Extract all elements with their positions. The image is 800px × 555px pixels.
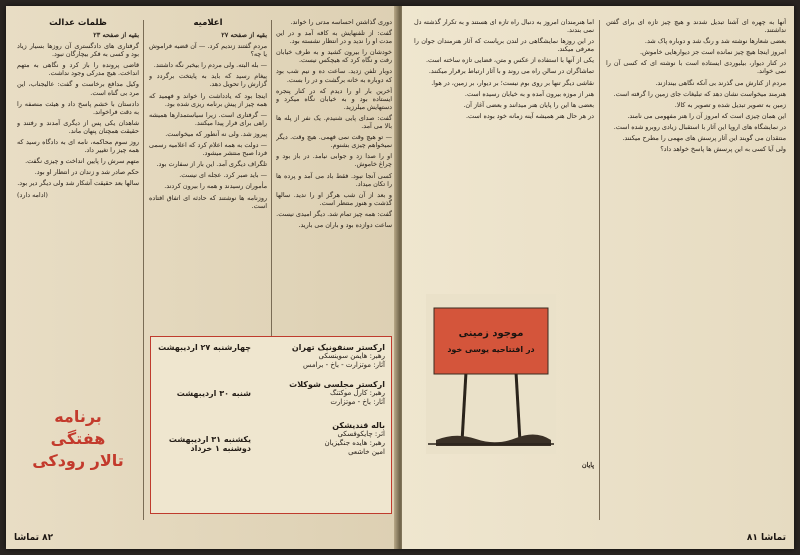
column-divider (271, 20, 272, 336)
paragraph: دادستان با خشم پاسخ داد و هیئت منصفه را به دقت فراخواند. (17, 99, 139, 116)
program-word: برنامه (54, 407, 102, 426)
column-divider (599, 20, 600, 520)
paragraph: — بله البته. ولی مردم را بیخبر نگه داشتند. (153, 61, 267, 70)
concert-date: یکشنبه ۳۱ اردیبهشت (168, 435, 251, 444)
paragraph: کسی آنجا نبود. فقط باد می آمد و پرده ها را تکان میداد. (276, 171, 392, 188)
page-footer: ۸۲ تماشا (14, 533, 54, 543)
billboard-illustration (426, 294, 556, 454)
ballet-name: باله قندیشکن (332, 421, 385, 430)
works: آثار: موتزارت - باخ - برامس (302, 361, 385, 369)
paragraph: قاضی پرونده را باز کرد و نگاهی به متهم انداخت. هیچ مدرکی وجود نداشت. (17, 61, 139, 78)
conductor: امین خاشعی (348, 448, 385, 456)
orchestra-name: ارکستر سنفونیک تهران (291, 343, 385, 352)
paragraph: امروز اینجا هیچ چیز نمانده است جز دیوارهایی خاموش. (640, 48, 786, 57)
paragraph: ولی آیا کسی به این پرسش ها پاسخ خواهد داد؟ (660, 145, 786, 154)
paragraph: سالها بعد حقیقت آشکار شد ولی دیگر دیر بود. (17, 179, 139, 188)
billboard-text: موجود زمینی (458, 328, 524, 339)
right-col-ending (414, 461, 594, 501)
paragraph: روزنامه ها نوشتند که حادثه ای اتفاق افتاده است. (149, 193, 267, 210)
column-divider (143, 20, 144, 520)
continued-footnote: (ادامه دارد) (17, 190, 48, 199)
paragraph: تماشاگران در سالن راه می روند و با آثار ارتباط برقرار میکنند. (428, 67, 594, 76)
paragraph: بعضی شعارها نوشته شد و رنگ شد و دوباره پاک شد. (644, 37, 786, 46)
paragraph: وکیل مدافع برخاست و گفت: عالیجناب، این مرد بی گناه است. (17, 80, 139, 97)
paragraph: شاهدان یکی پس از دیگری آمدند و رفتند و حقیقت همچنان پنهان ماند. (17, 118, 139, 135)
billboard-panel (434, 308, 548, 374)
paragraph: او را صدا زد و جوابی نیامد. در باز بود و چراغ خاموش. (276, 152, 392, 169)
paragraph: روز سوم محاکمه، نامه ای به دادگاه رسید که همه چیز را تغییر داد. (17, 138, 139, 155)
continued-label: بقیه از صفحه ۲۳ (93, 31, 139, 39)
paragraph: و بعد از آن شب هرگز او را ندید. سالها گذشت و هنوز منتظر است. (276, 190, 392, 207)
paragraph: خودشان را بیرون کشید و به طرف خیابان رفت و نگاه کرد که هیچکس نیست. (276, 48, 392, 65)
paragraph: نقاشی دیگر تنها بر روی بوم نیست؛ بر دیوار، بر زمین، در هوا. (431, 78, 594, 87)
paragraph: ساعت دوازده بود و باران می بارید. (298, 220, 392, 229)
concert-dates (157, 343, 251, 453)
paragraph: اما هنرمندان امروز به دنبال راه تازه ای هستند و به تکرار گذشته دل نمی بندند. (414, 18, 594, 35)
concert-date: چهارشنبه ۲۷ اردیبهشت (158, 343, 251, 352)
right-page (402, 6, 794, 549)
magazine-spread (6, 6, 794, 549)
program-word: هفتگی (50, 429, 106, 448)
left-page (6, 6, 398, 549)
conductor: رهبر: هایمن سوینسکی (318, 352, 385, 360)
paragraph: دوری گذاشتن احساسه مدتی را خواند. (290, 18, 392, 26)
continued-label: بقیه از صفحه ۲۷ (221, 31, 267, 39)
paragraph: اینجا بود که یادداشت را خواند و فهمید که همه چیز از پیش برنامه ریزی شده بود. (149, 91, 267, 108)
weekly-program-title (16, 406, 140, 472)
conductor: رهبر: هایده جنگیزیان (324, 439, 385, 447)
paragraph: زمین به تصویر تبدیل شده و تصویر به کالا. (674, 100, 786, 109)
paragraph: آنها به چهره ای آشنا تبدیل شدند و هیچ چیز تازه ای برای گفتن نداشتند. (606, 18, 786, 35)
paragraph: آخرین بار او را دیدم که در کنار پنجره ایستاده بود و به خیابان نگاه میکرد و دستهایش میلرزید. (276, 86, 392, 111)
paragraph: — باید صبر کرد. عجله ای نیست. (179, 171, 267, 180)
paragraph: حکم صادر شد و زندان در انتظار او بود. (34, 168, 139, 177)
paragraph: — دولت به همه اعلام کرد که اعلامیه رسمی فردا صبح منتشر میشود. (149, 141, 267, 158)
page-footer: تماشا ۸۱ (746, 533, 786, 543)
right-col-article (606, 18, 786, 518)
paragraph: در این روزها نمایشگاهی در لندن برپاست که آثار هنرمندان جوان را معرفی میکند. (414, 37, 594, 54)
orchestra-name: ارکستر مجلسی شوکلات (289, 380, 385, 389)
article-title: اعلامیه (193, 18, 223, 28)
paragraph: گفت: همه چیز تمام شد. دیگر امیدی نیست. (276, 209, 392, 218)
paragraph: هنرمند میخواست نشان دهد که تبلیغات جای زمین را گرفته است. (613, 89, 786, 98)
paragraph: مردم گفتند زندیم کرد. — آن قضیه فراموش یا چه؟ (149, 42, 267, 59)
concert-details (255, 343, 385, 457)
program-word: تالار رودکی (32, 451, 124, 470)
paragraph: پیروز شد. ولی نه آنطور که میخواست. (165, 129, 267, 138)
right-col-article-cont (414, 18, 594, 288)
paragraph: تلگراف دیگری آمد. این بار از سفارت بود. (156, 160, 267, 169)
paragraph: — گرفتاری است. زیرا سیاستمدارها همیشه راهی برای فرار پیدا میکنند. (149, 110, 267, 127)
end-mark: پایان (581, 461, 594, 469)
concert-date: دوشنبه ۱ خرداد (190, 444, 251, 453)
paragraph: منتقدان می گویند این آثار پرسش های مهمی را مطرح میکنند. (622, 134, 786, 143)
paragraph: در نمایشگاه های اروپا این آثار با استقبال زیادی روبرو شده است. (613, 122, 786, 131)
billboard-text: در افتتاحیه یوسی خود (447, 345, 535, 354)
left-col-announcement (149, 18, 267, 330)
paragraph: در کنار دیوار، بیلبوردی ایستاده است با نوشته ای که کسی آن را نمی خواند. (606, 59, 786, 76)
conductor: رهبر: کارل موکتنگ (330, 389, 385, 397)
paragraph: متهم سرش را پایین انداخت و چیزی نگفت. (25, 157, 139, 166)
works: آثار: باخ - موتزارت (330, 398, 385, 406)
paragraph: — تو هیچ وقت نمی فهمی. هیچ وقت. دیگر نمیخواهم چیزی بشنوم. (276, 133, 392, 150)
concert-date: شنبه ۳۰ اردیبهشت (176, 389, 251, 398)
paragraph: گرفتاری های دادگستری آن روزها بسیار زیاد بود و کسی به فکر بیچارگان نبود. (17, 42, 139, 59)
article-title: ظلمات عدالت (49, 18, 107, 28)
paragraph: پیغام رسید که باید به پایتخت برگردد و گزارش را تحویل دهد. (149, 72, 267, 89)
paragraph: هنر از موزه بیرون آمده و به خیابان رسیده است. (464, 89, 594, 98)
paragraph: گفت: از تلفنهایش به کافه آمد و در این مدت او را ندید و در انتظار نشسته بود. (276, 29, 392, 46)
paragraph: این همان چیزی است که امروز آن را هنر مفهومی می نامند. (627, 111, 786, 120)
paragraph: بعضی ها این را پایان هنر میدانند و بعضی آغاز آن. (463, 100, 594, 109)
paragraph: یکی از آنها با استفاده از عکس و متن، فضایی تازه ساخته است. (425, 56, 594, 65)
paragraph: مأموران رسیدند و همه را بیرون کردند. (164, 182, 267, 191)
concert-schedule-box (150, 336, 392, 514)
works: اثر: چایکوفسکی (337, 430, 385, 438)
paragraph: در هر حال هنر همیشه آینه زمانه خود بوده است. (466, 111, 594, 120)
paragraph: گفت: صدای پایی شنیدم. یک نفر از پله ها بالا می آمد. (276, 113, 392, 131)
paragraph: دوبار تلفن زدید. ساعت ده و نیم شب بود که دوباره به خانه برگشت و در را بست. (276, 67, 392, 84)
paragraph: مردم از کنارش می گذرند بی آنکه نگاهی بیندازند. (655, 78, 786, 87)
